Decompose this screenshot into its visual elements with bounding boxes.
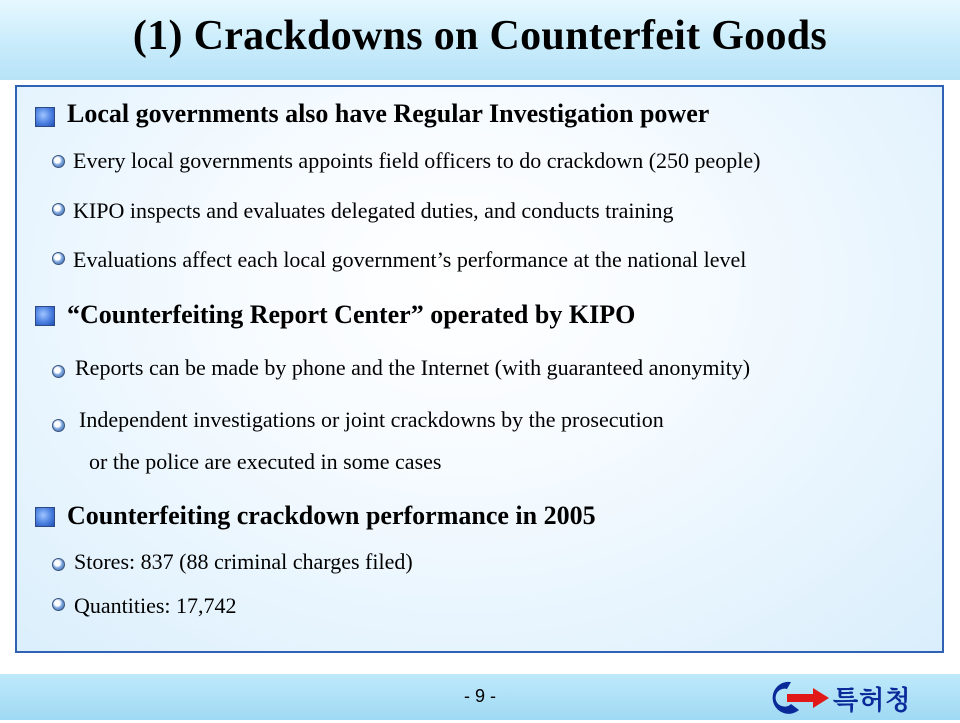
title-bar <box>0 0 960 80</box>
circle-bullet-icon <box>52 203 65 216</box>
page-title: (1) Crackdowns on Counterfeit Goods <box>132 13 828 59</box>
list-item: Evaluations affect each local government’s performance at the national level <box>73 247 747 272</box>
square-bullet-icon <box>35 507 55 527</box>
page-number: - 9 - <box>463 686 496 706</box>
list-item: Stores: 837 (88 criminal charges filed) <box>74 549 413 574</box>
section-heading: Counterfeiting crackdown performance in 2005 <box>67 501 596 530</box>
circle-bullet-icon <box>52 155 65 168</box>
circle-bullet-icon <box>52 558 65 571</box>
logo-text: 특허청 <box>833 686 912 716</box>
section-heading: “Counterfeiting Report Center” operated by KIPO <box>67 300 636 329</box>
circle-bullet-icon <box>52 252 65 265</box>
list-item: Reports can be made by phone and the Internet (with guaranteed anonymity) <box>75 355 751 380</box>
list-item: KIPO inspects and evaluates delegated duties, and conducts training <box>73 198 674 223</box>
square-bullet-icon <box>35 306 55 326</box>
circle-bullet-icon <box>52 419 65 432</box>
section-heading: Local governments also have Regular Investigation power <box>67 99 710 128</box>
list-item: Quantities: 17,742 <box>74 593 237 618</box>
kipo-logo <box>755 676 955 718</box>
list-item: Independent investigations or joint crackdowns by the prosecution <box>79 407 664 432</box>
circle-bullet-icon <box>52 598 65 611</box>
content-box <box>15 85 944 653</box>
list-item: Every local governments appoints field officers to do crackdown (250 people) <box>73 148 761 173</box>
square-bullet-icon <box>35 107 55 127</box>
kipo-emblem-icon <box>755 676 833 718</box>
circle-bullet-icon <box>52 365 65 378</box>
list-item-continuation: or the police are executed in some cases <box>89 449 442 474</box>
